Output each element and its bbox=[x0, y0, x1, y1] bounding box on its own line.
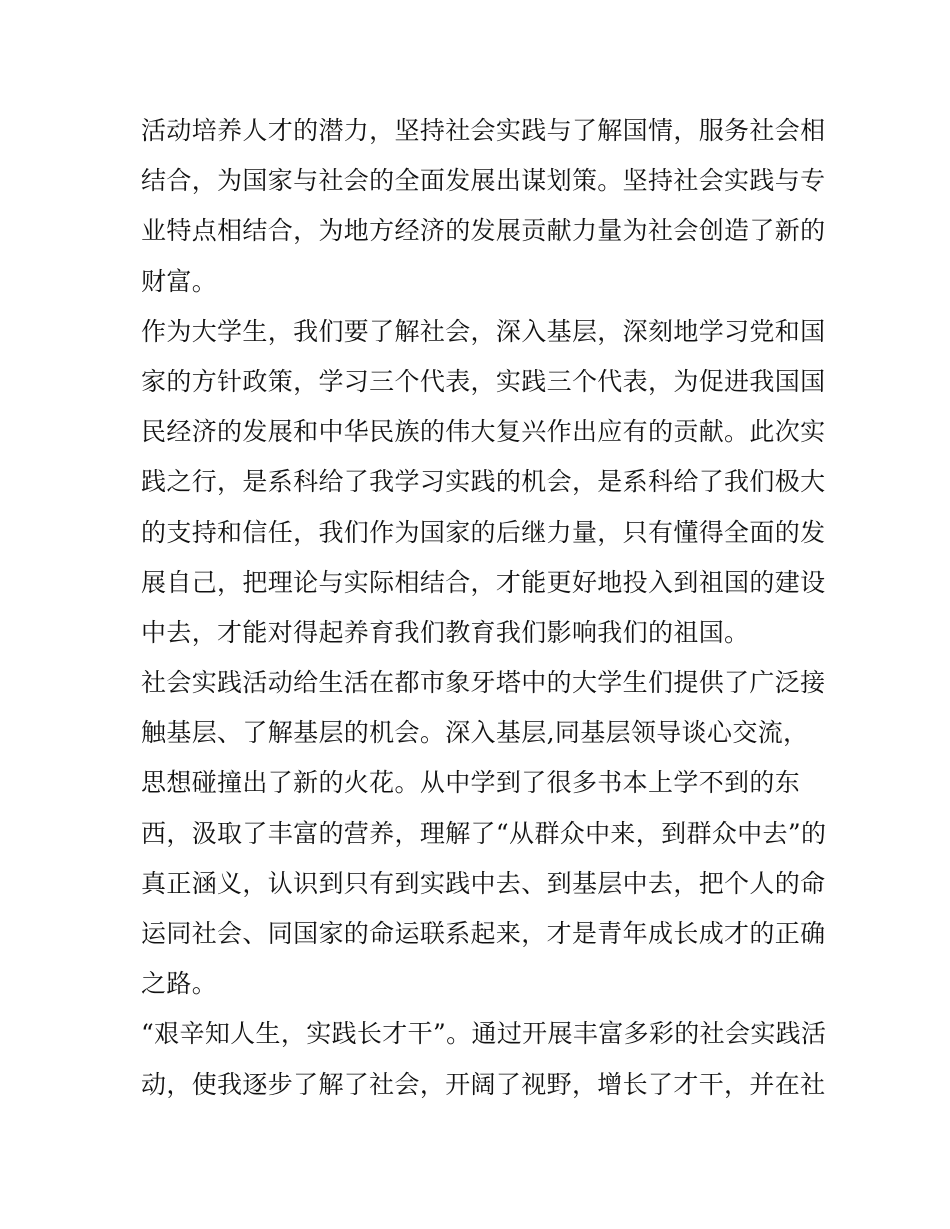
text-line: 社会实践活动给生活在都市象牙塔中的大学生们提供了广泛接 bbox=[141, 668, 826, 698]
text-line: 展自己，把理论与实际相结合，才能更好地投入到祖国的建设 bbox=[141, 567, 826, 597]
text-line: 真正涵义，认识到只有到实践中去、到基层中去，把个人的命 bbox=[141, 868, 826, 898]
text-line: 思想碰撞出了新的火花。从中学到了很多书本上学不到的东 bbox=[141, 768, 801, 798]
document-body bbox=[141, 106, 827, 1110]
text-line: 运同社会、同国家的命运联系起来，才是青年成长成才的正确 bbox=[141, 919, 826, 948]
text-line: 西，汲取了丰富的营养，理解了“从群众中来，到群众中去”的 bbox=[141, 818, 827, 848]
text-line: 触基层、了解基层的机会。深入基层,同基层领导谈心交流， bbox=[141, 718, 809, 748]
text-line: 动，使我逐步了解了社会，开阔了视野，增长了才干，并在社 bbox=[141, 1069, 826, 1099]
text-line: 践之行，是系科给了我学习实践的机会，是系科给了我们极大 bbox=[141, 467, 826, 497]
text-line: “艰辛知人生，实践长才干”。通过开展丰富多彩的社会实践活 bbox=[141, 1019, 827, 1049]
text-line: 作为大学生，我们要了解社会，深入基层，深刻地学习党和国 bbox=[141, 316, 826, 346]
text-line: 民经济的发展和中华民族的伟大复兴作出应有的贡献。此次实 bbox=[141, 417, 826, 447]
text-line: 的支持和信任，我们作为国家的后继力量，只有懂得全面的发 bbox=[141, 517, 826, 547]
text-line: 家的方针政策，学习三个代表，实践三个代表，为促进我国国 bbox=[141, 366, 826, 396]
text-line: 之路。 bbox=[141, 969, 218, 999]
text-line: 业特点相结合，为地方经济的发展贡献力量为社会创造了新的 bbox=[141, 216, 826, 246]
text-line: 活动培养人才的潜力，坚持社会实践与了解国情，服务社会相 bbox=[141, 116, 826, 145]
text-line: 中去，才能对得起养育我们教育我们影响我们的祖国。 bbox=[141, 617, 750, 647]
text-line: 财富。 bbox=[141, 266, 218, 296]
text-line: 结合，为国家与社会的全面发展出谋划策。坚持社会实践与专 bbox=[141, 166, 826, 196]
